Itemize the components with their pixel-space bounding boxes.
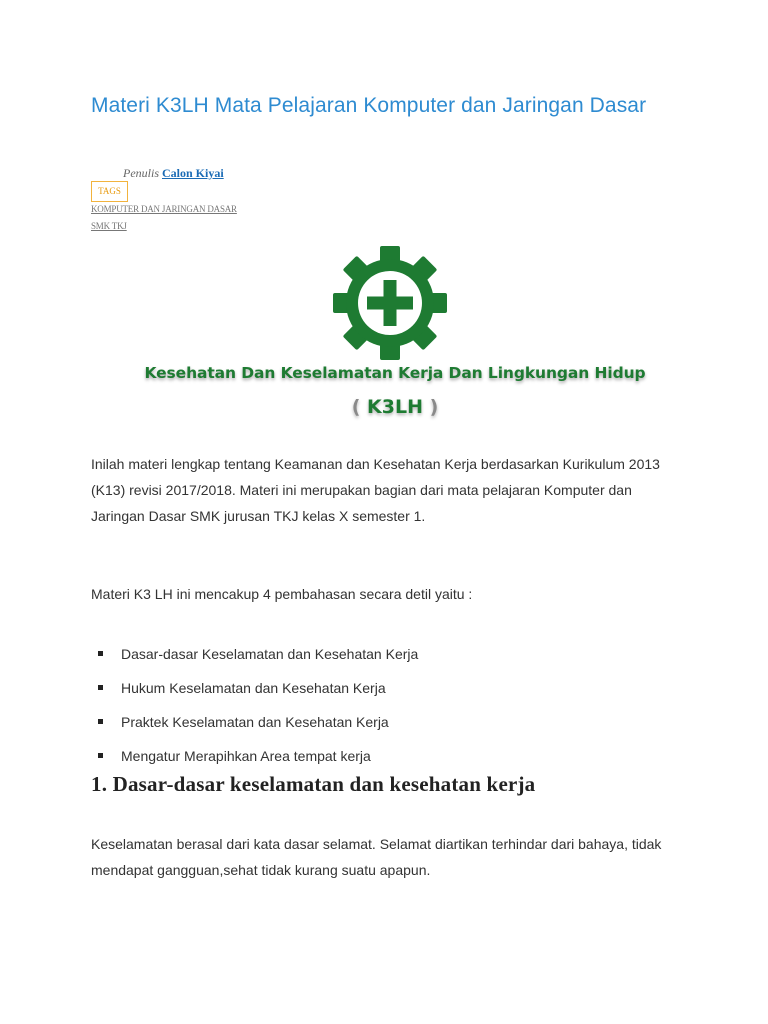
tag-link-komputer-dan-jaringan-dasar[interactable]: KOMPUTER DAN JARINGAN DASAR — [91, 204, 237, 214]
logo-paren-close: ) — [429, 396, 439, 418]
author-link[interactable]: Calon Kiyai — [162, 166, 224, 180]
list-item: Mengatur Merapihkan Area tempat kerja — [91, 743, 418, 777]
topic-list — [91, 641, 418, 777]
list-item: Praktek Keselamatan dan Kesehatan Kerja — [91, 709, 418, 743]
scope-paragraph: Materi K3 LH ini mencakup 4 pembahasan secara detil yaitu : — [91, 586, 473, 602]
tags-label: TAGS — [91, 181, 128, 202]
list-item: Hukum Keselamatan dan Kesehatan Kerja — [91, 675, 418, 709]
logo-abbreviation — [140, 396, 650, 418]
intro-paragraph: Inilah materi lengkap tentang Keamanan dan Kesehatan Kerja berdasarkan Kurikulum 2013 (K13) revisi 2017/2018. Materi ini merupakan bagian dari mata pelajaran Komputer dan Jaringan Dasar SMK jurusan TKJ kelas X semester 1. — [91, 456, 660, 524]
logo-caption: Kesehatan Dan Keselamatan Kerja Dan Lingkungan Hidup — [144, 364, 646, 382]
section-paragraph: Keselamatan berasal dari kata dasar selamat. Selamat diartikan terhindar dari bahaya, tidak mendapat gangguan,sehat tidak kurang suatu apapun. — [91, 836, 662, 878]
author-prefix: Penulis — [123, 166, 159, 180]
logo-paren-open: ( — [351, 396, 361, 418]
section-heading: 1. Dasar-dasar keselamatan dan kesehatan kerja — [91, 772, 536, 796]
k3lh-logo — [140, 246, 650, 428]
tag-link-smk-tkj[interactable]: SMK TKJ — [91, 221, 127, 231]
logo-abbr-text: K3LH — [367, 396, 423, 418]
article-title: Materi K3LH Mata Pelajaran Komputer dan Jaringan Dasar — [91, 94, 647, 117]
gear-cross-icon — [333, 246, 447, 360]
list-item: Dasar-dasar Keselamatan dan Kesehatan Kerja — [91, 641, 418, 675]
author-line — [123, 166, 224, 181]
